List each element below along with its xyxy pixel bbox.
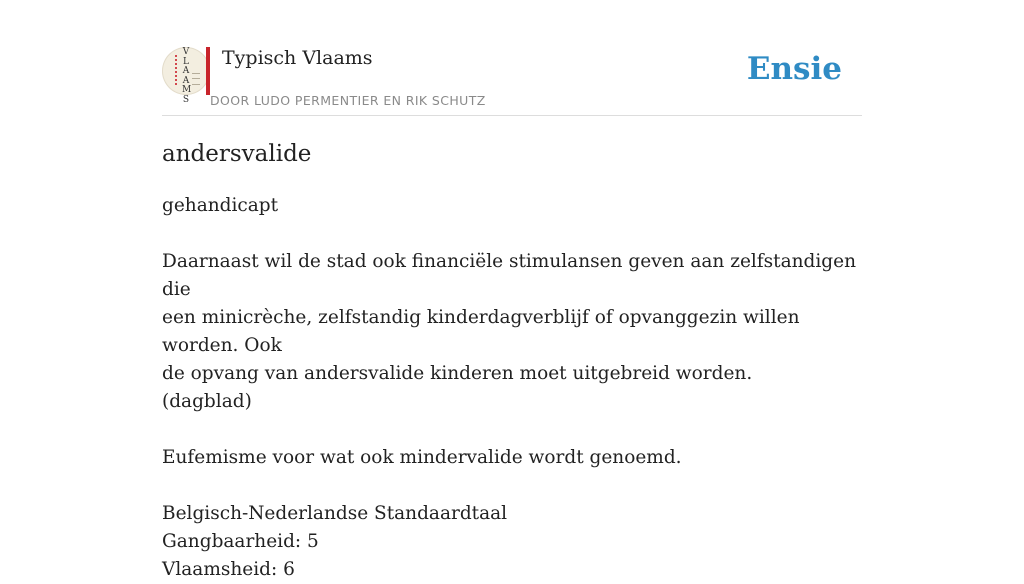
ensie-logo[interactable]: Ensie [746,51,842,87]
example-source: (dagblad) [162,391,252,412]
entry-term: andersvalide [162,141,312,167]
example-line: een minicrèche, zelfstandig kinderdagverblijf of opvanggezin willen worden. Ook [162,307,800,356]
source-header [162,0,862,116]
paragraph-gap [162,472,862,500]
flemishness-rating: Vlaamsheid: 6 [162,559,295,580]
cover-logo-letters: V L A A M S [182,47,192,105]
cover-edge [206,47,210,95]
source-title[interactable]: Typisch Vlaams [222,47,373,69]
currency-rating: Gangbaarheid: 5 [162,531,319,552]
entry-card [162,0,862,580]
example-line: de opvang van andersvalide kinderen moet uitgebreid worden. [162,363,753,384]
cover-decoration [175,55,179,85]
entry-body [162,192,862,584]
cover-text-lines [192,73,200,85]
book-cover-image[interactable] [162,47,210,105]
language-label: Belgisch-Nederlandse Standaardtaal [162,503,508,524]
source-authors: DOOR LUDO PERMENTIER EN RIK SCHUTZ [210,93,486,108]
paragraph-gap [162,416,862,444]
paragraph-gap [162,220,862,248]
entry-definition: gehandicapt [162,195,279,216]
usage-note: Eufemisme voor wat ook mindervalide wordt genoemd. [162,447,682,468]
example-line: Daarnaast wil de stad ook financiële stimulansen geven aan zelfstandigen die [162,251,856,300]
